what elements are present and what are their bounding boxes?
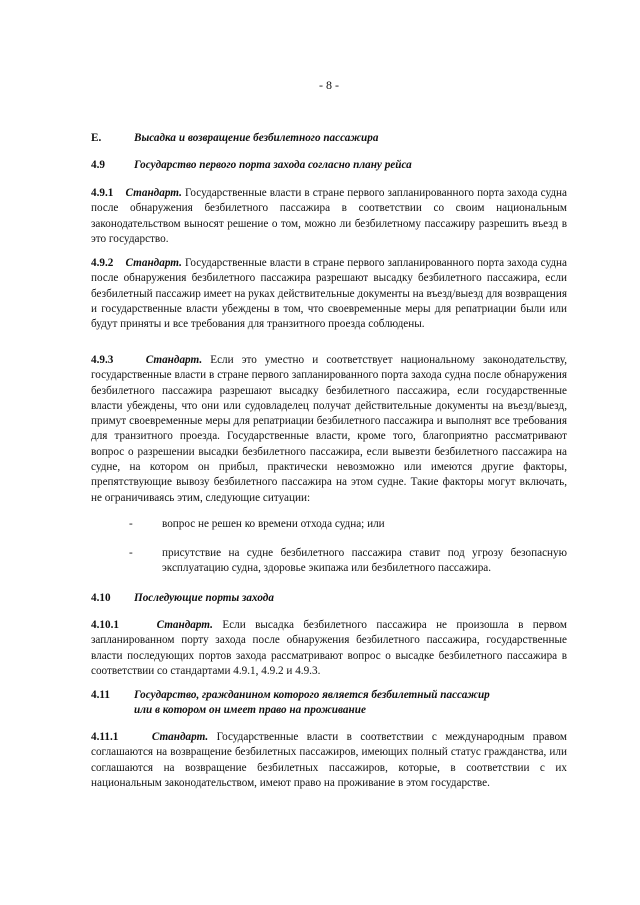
paragraph-4-9-1-number: 4.9.1 — [91, 187, 114, 199]
bullet-dash: - — [129, 518, 133, 530]
paragraph-4-11-1 — [91, 730, 567, 791]
paragraph-4-9-3 — [91, 353, 567, 506]
paragraph-4-9-3-text: Если это уместно и соответствует национальному законодательству, государственные власти в стране первого запланированного порта захода судна после обнаружения безбилетного пассажира разрешают высадку безбилетного пассажира, если государственные власти убеждены, что они или судовладелец получат действительные документы на въезд/выезд, примут своевременные меры для репатриации безбилетного пассажира и выполнят все требования для транзитного проезда. Государственные власти, кроме того, благоприятно рассматривают вопрос о разрешении высадки безбилетного пассажира, если вывезти безбилетного пассажира на судне, на котором он прибыл, практически невозможно или имеются другие факторы, препятствующие вывозу безбилетного пассажира на этом судне. Такие факторы могут включать, не ограничиваясь этим, следующие ситуации: — [91, 354, 568, 504]
paragraph-4-9-2-text: Государственные власти в стране первого запланированного порта захода судна после обнаружения безбилетного пассажира разрешают высадку безбилетного пассажира, если безбилетный пассажир имеет на руках действительные документы на въезд/выезд для возвращения и государственные власти убеждены в том, что своевременные меры для репатриации были или будут приняты и все требования для транзитного проезда соблюдены. — [91, 257, 568, 331]
paragraph-4-9-1-text: Государственные власти в стране первого запланированного порта захода судна после обнаружения безбилетного пассажира в соответствии со своим национальным законодательством выносят решение о том, можно ли безбилетному пассажиру разрешить въезд в это государство. — [91, 187, 568, 245]
section-4-9-title: Государство первого порта захода согласно плану рейса — [134, 159, 412, 171]
section-4-11-title-line2: или в котором он имеет право на проживание — [134, 704, 366, 716]
paragraph-4-9-3-label: Стандарт. — [145, 354, 203, 366]
bullet-text: присутствие на судне безбилетного пассажира ставит под угрозу безопасную эксплуатацию судна, здоровье экипажа или безбилетного пассажира. — [162, 547, 567, 575]
paragraph-4-11-1-text: Государственные власти в соответствии с международным правом соглашаются на возвращение безбилетных пассажиров, имеющих полный статус гражданства, или соглашаются на возвращение безбилетных пассажиров, которые, в соответствии с их национальным законодательством, имеют право на проживание в этом государстве. — [91, 731, 567, 789]
paragraph-4-10-1-label: Стандарт. — [156, 619, 213, 631]
section-4-10-title: Последующие порты захода — [134, 592, 274, 604]
paragraph-4-9-2-number: 4.9.2 — [91, 257, 114, 269]
section-e-title: Высадка и возвращение безбилетного пассажира — [134, 132, 379, 144]
paragraph-4-10-1 — [91, 618, 567, 679]
section-4-11-number: 4.11 — [91, 689, 110, 701]
paragraph-4-9-2 — [91, 256, 567, 332]
paragraph-4-9-1 — [91, 186, 567, 247]
bullet-dash: - — [129, 547, 133, 559]
page-number: - 8 - — [319, 78, 339, 92]
paragraph-4-9-2-label: Стандарт. — [125, 257, 182, 269]
paragraph-4-11-1-number: 4.11.1 — [91, 731, 119, 743]
section-e-number: E. — [91, 132, 102, 144]
paragraph-4-9-1-label: Стандарт. — [125, 187, 182, 199]
section-4-11-title-line1: Государство, гражданином которого является безбилетный пассажир — [134, 689, 490, 701]
section-4-10-number: 4.10 — [91, 592, 111, 604]
paragraph-4-10-1-number: 4.10.1 — [91, 619, 119, 631]
paragraph-4-11-1-label: Стандарт. — [151, 731, 209, 743]
paragraph-4-9-3-number: 4.9.3 — [91, 354, 114, 366]
bullet-text: вопрос не решен ко времени отхода судна; или — [162, 518, 385, 530]
section-4-9-number: 4.9 — [91, 159, 105, 171]
paragraph-4-10-1-text: Если высадка безбилетного пассажира не произошла в первом запланированном порту захода после обнаружения безбилетного пассажира, государственные власти последующих портов захода рассматривают вопрос о высадке безбилетного пассажира в соответствии со стандартами 4.9.1, 4.9.2 и 4.9.3. — [91, 619, 568, 677]
